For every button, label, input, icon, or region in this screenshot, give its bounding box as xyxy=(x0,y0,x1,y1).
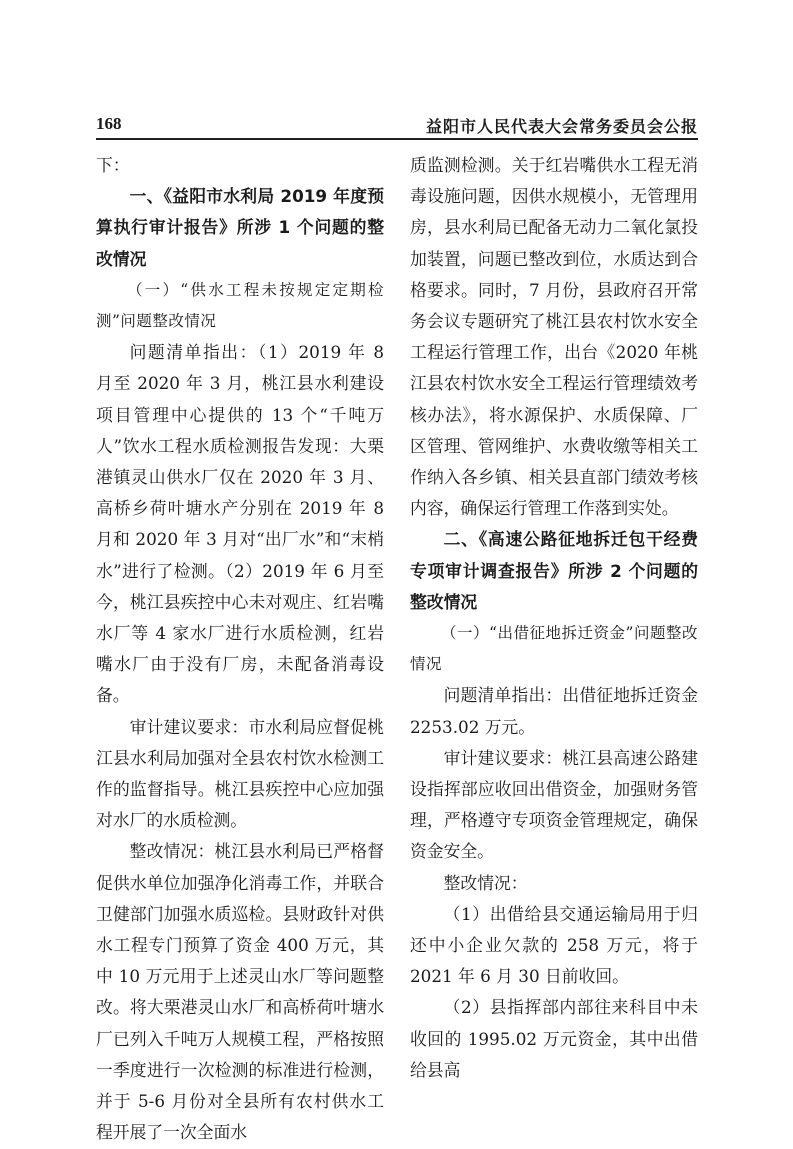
page-number: 168 xyxy=(96,114,122,133)
right-column xyxy=(410,150,698,1086)
section-heading-1: 一、《益阳市水利局 2019 年度预算执行审计报告》所涉 1 个问题的整改情况 xyxy=(96,186,384,269)
body-paragraph: 审计建议要求：桃江县高速公路建设指挥部应收回出借资金，加强财务管理，严格遵守专项资金管理规定，确保资金安全。 xyxy=(410,747,698,862)
body-paragraph: 问题清单指出：（1）2019 年 8 月至 2020 年 3 月，桃江县水利建设项目管理中心提供的 13 个“千吨万人”饮水工程水质检测报告发现：大栗港镇灵山供水厂仅在 2020 年 3 月、高桥乡荷叶塘水产分别在 2019 年 8 月和 2020 年 3 月对“出厂水”和“末梢水”进行了检测。（2）2019 年 6 月至今，桃江县疾控中心未对观庄、红岩嘴水厂等 4 家水厂进行水质检测，红岩嘴水厂由于没有厂房，未配备消毒设备。 xyxy=(96,342,384,706)
body-paragraph: （1）出借给县交通运输局用于归还中小企业欠款的 258 万元，将于 2021 年 6 月 30 日前收回。 xyxy=(410,903,698,987)
publication-title: 益阳市人民代表大会常务委员会公报 xyxy=(425,117,698,136)
section-heading-2: 二、《高速公路征地拆迁包干经费专项审计调查报告》所涉 2 个问题的整改情况 xyxy=(410,529,698,612)
body-paragraph: 审计建议要求：市水利局应督促桃江县水利局加强对全县农村饮水检测工作的监督指导。桃江县疾控中心应加强对水厂的水质检测。 xyxy=(96,716,384,831)
body-paragraph: （2）县指挥部内部往来科目中未收回的 1995.02 万元资金，其中出借给县高 xyxy=(410,997,698,1080)
body-paragraph: 整改情况：桃江县水利局已严格督促供水单位加强净化消毒工作，并联合卫健部门加强水质巡检。县财政针对供水工程专门预算了资金 400 万元，其中 10 万元用于上述灵山水厂等问题整改。将大栗港灵山水厂和高桥荷叶塘水厂已列入千吨万人规模工程，严格按照一季度进行一次检测的标准进行检测，并于 5-6 月份对全县所有农村供水工程开展了一次全面水 xyxy=(96,841,384,1143)
body-paragraph: 整改情况： xyxy=(443,872,528,893)
subsection-heading: （一）“供水工程未按规定定期检测”问题整改情况 xyxy=(96,280,384,331)
body-paragraph: 问题清单指出：出借征地拆迁资金 2253.02 万元。 xyxy=(410,685,698,737)
subsection-heading: （一）“出借征地拆迁资金”问题整改情况 xyxy=(410,624,698,674)
left-column xyxy=(96,150,384,1149)
page-header xyxy=(96,104,698,140)
continuation-text: 下： xyxy=(96,155,130,175)
continuation-text: 质监测检测。关于红岩嘴供水工程无消毒设施问题，因供水规模小，无管理用房，县水利局已配备无动力二氧化氯投加装置，问题已整改到位，水质达到合格要求。同时，7 月份，县政府召开常务会议专题研究了桃江县农村饮水安全工程运行管理工作，出台《2020 年桃江县农村饮水安全工程运行管理绩效考核办法》，将水源保护、水质保障、厂区管理、管网维护、水费收缴等相关工作纳入各乡镇、相关县直部门绩效考核内容，确保运行管理工作落到实处。 xyxy=(410,155,698,519)
